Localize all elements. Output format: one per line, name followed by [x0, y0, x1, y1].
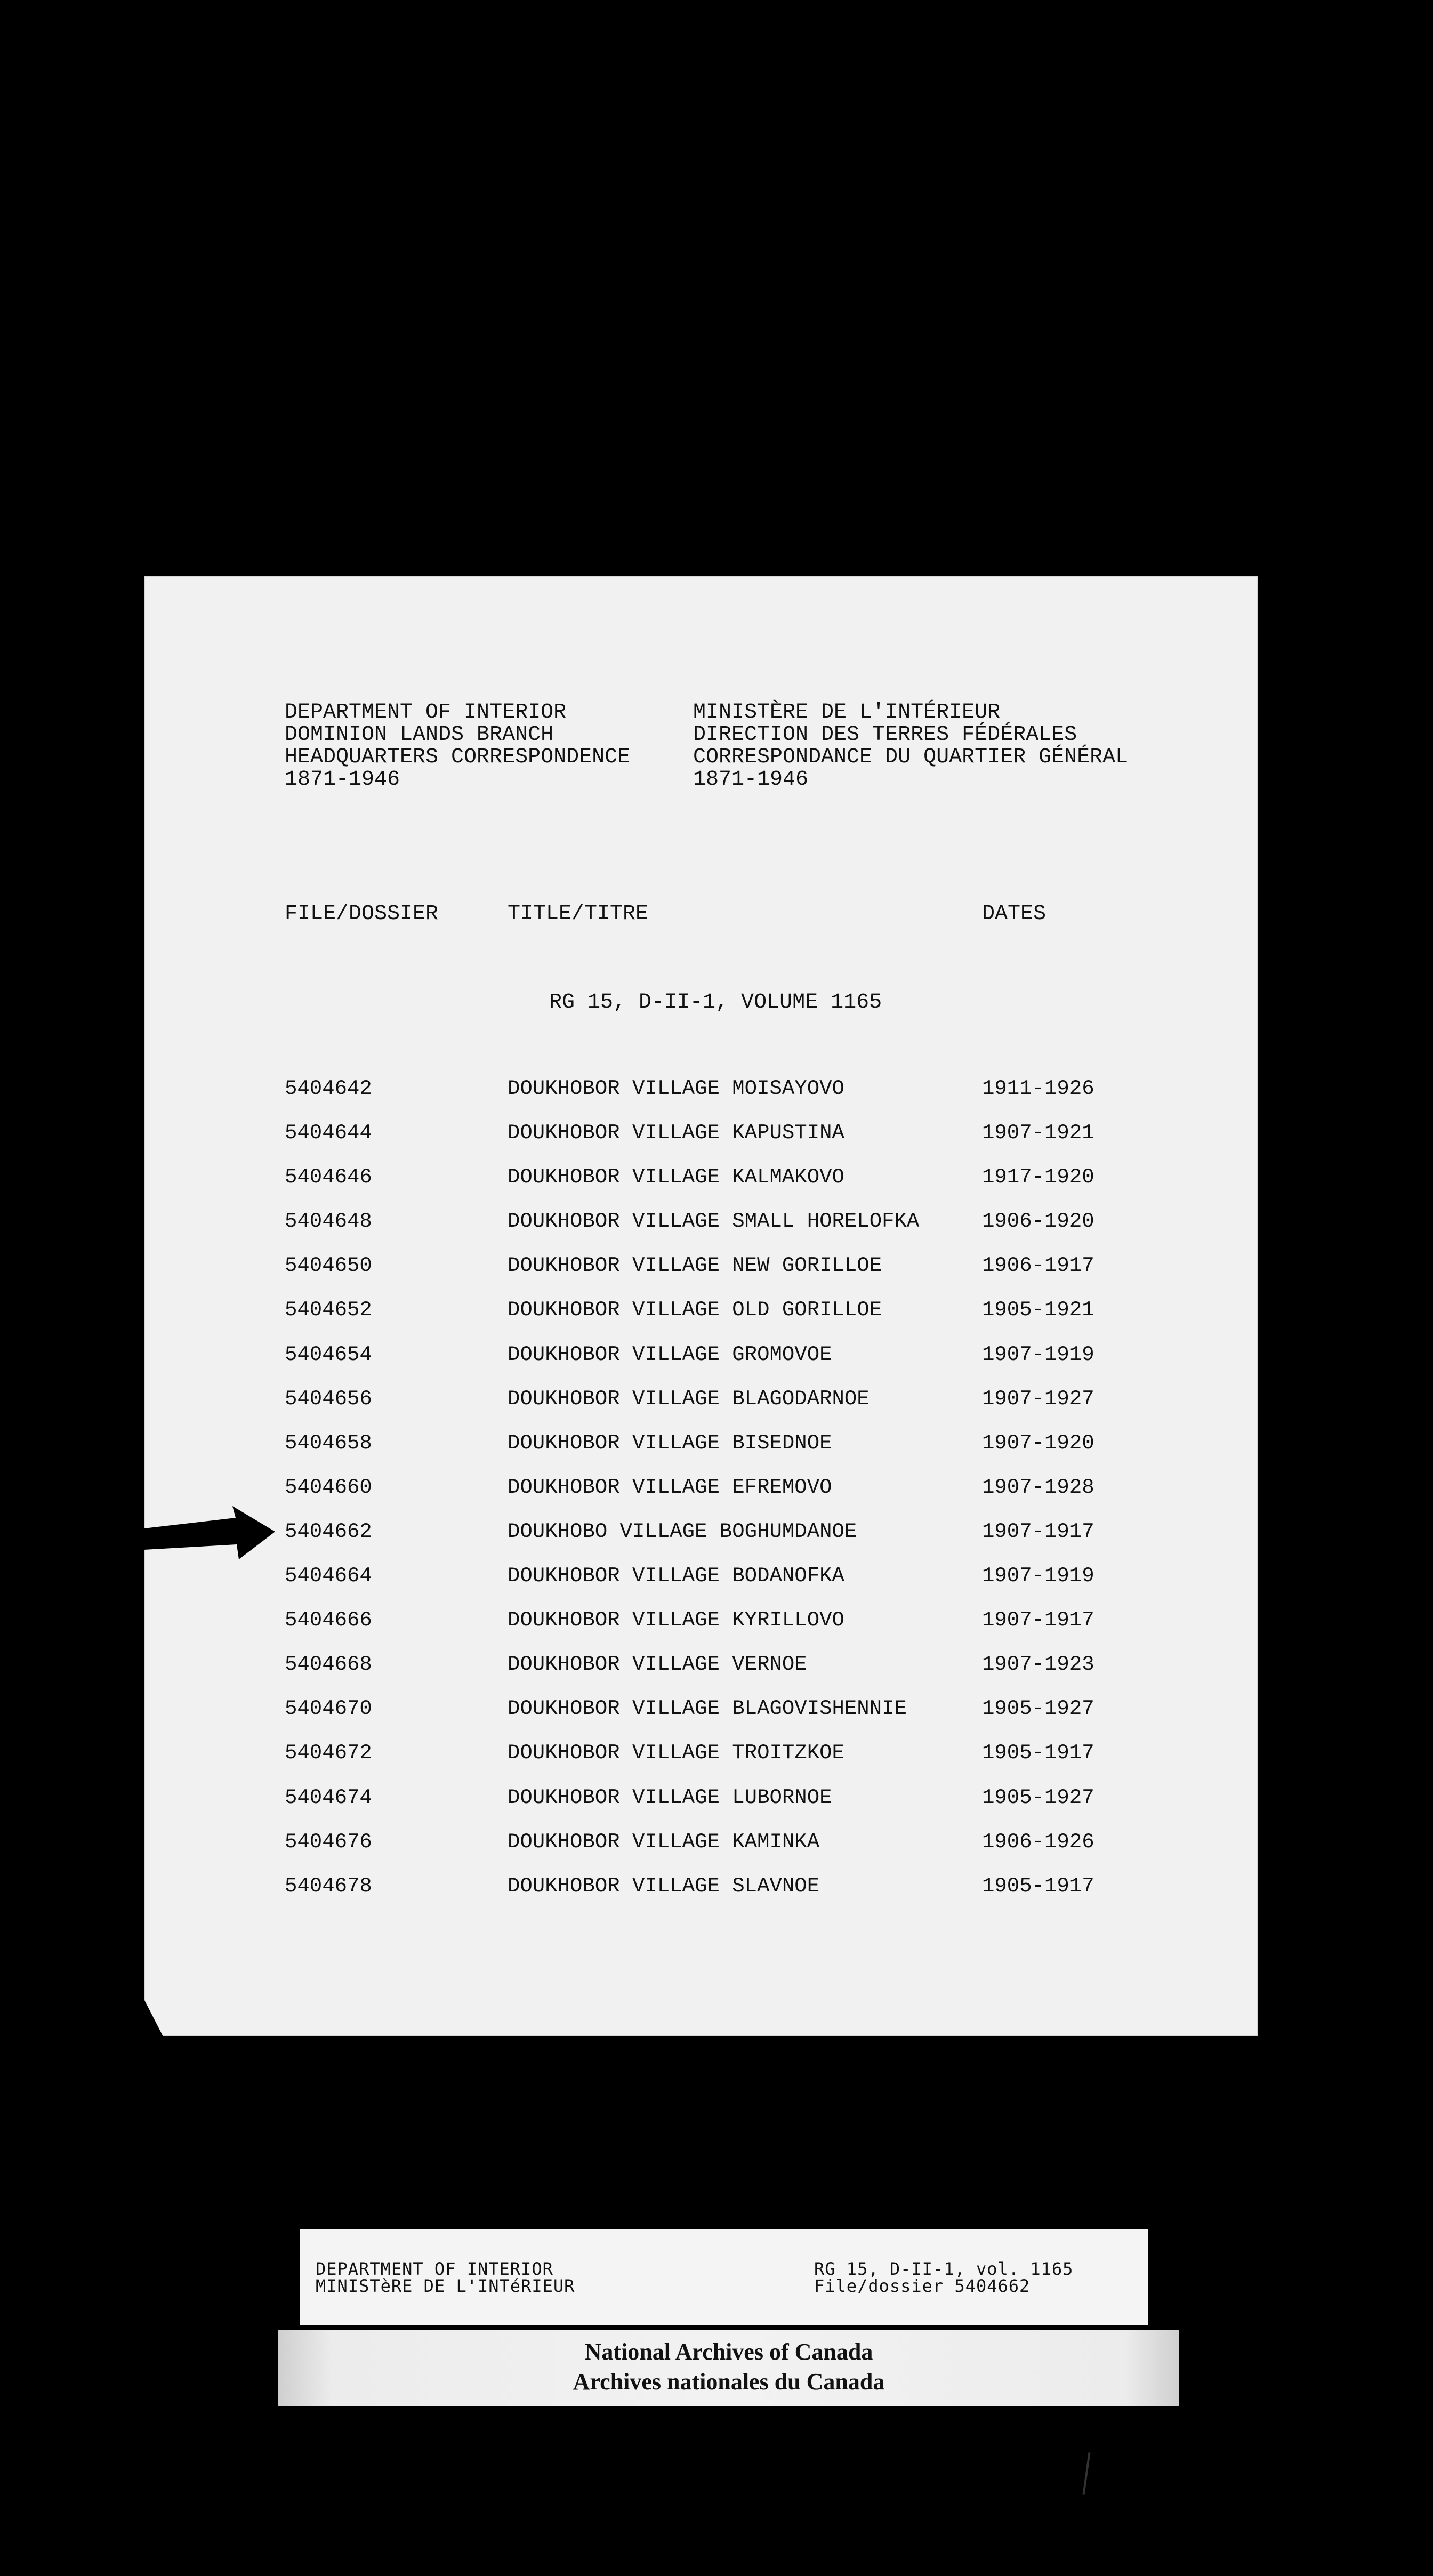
table-row [144, 1830, 1258, 1874]
file-number: 5404670 [285, 1697, 372, 1721]
microfilm-label [300, 2229, 1148, 2325]
file-dates: 1907-1917 [982, 1608, 1094, 1632]
file-title: DOUKHOBOR VILLAGE NEW GORILLOE [508, 1254, 882, 1278]
file-number: 5404648 [285, 1210, 372, 1234]
column-header-dates: DATES [982, 902, 1046, 926]
file-title: DOUKHOBOR VILLAGE TROITZKOE [508, 1741, 844, 1765]
archives-name-fr: Archives nationales du Canada [573, 2369, 885, 2395]
table-row [144, 1476, 1258, 1520]
table-row [144, 1520, 1258, 1564]
label-line: MINISTèRE DE L'INTéRIEUR [316, 2276, 575, 2296]
file-title: DOUKHOBOR VILLAGE SLAVNOE [508, 1874, 820, 1898]
file-title: DOUKHOBOR VILLAGE KYRILLOVO [508, 1608, 844, 1632]
file-dates: 1905-1921 [982, 1298, 1094, 1322]
file-number: 5404668 [285, 1653, 372, 1677]
file-dates: 1905-1917 [982, 1874, 1094, 1898]
label-line: DEPARTMENT OF INTERIOR [316, 2259, 553, 2279]
header-line: 1871-1946 [285, 768, 400, 792]
label-reference [814, 2260, 1073, 2295]
table-row [144, 1077, 1258, 1121]
file-number: 5404666 [285, 1608, 372, 1632]
table-row [144, 1165, 1258, 1210]
file-dates: 1906-1917 [982, 1254, 1094, 1278]
volume-line: RG 15, D-II-1, VOLUME 1165 [549, 991, 882, 1015]
column-header-title: TITLE/TITRE [508, 902, 649, 926]
file-dates: 1905-1927 [982, 1785, 1094, 1809]
file-title: DOUKHOBOR VILLAGE KALMAKOVO [508, 1165, 844, 1189]
archives-banner [278, 2330, 1179, 2406]
header-line: DEPARTMENT OF INTERIOR [285, 701, 567, 724]
file-number: 5404674 [285, 1785, 372, 1809]
file-number: 5404678 [285, 1874, 372, 1898]
table-row [144, 1210, 1258, 1254]
file-dates: 1907-1919 [982, 1564, 1094, 1588]
header-line: MINISTÈRE DE L'INTÉRIEUR [693, 701, 1001, 724]
header-line: DOMINION LANDS BRANCH [285, 723, 554, 747]
table-row [144, 1564, 1258, 1608]
file-title: DOUKHOBOR VILLAGE GROMOVOE [508, 1342, 832, 1366]
table-row [144, 1697, 1258, 1741]
header-french [693, 702, 1128, 791]
header-line: HEADQUARTERS CORRESPONDENCE [285, 745, 631, 769]
file-title: DOUKHOBOR VILLAGE KAPUSTINA [508, 1121, 844, 1145]
file-title: DOUKHOBOR VILLAGE LUBORNOE [508, 1785, 832, 1809]
file-number: 5404652 [285, 1298, 372, 1322]
table-row [144, 1786, 1258, 1830]
table-row [144, 1608, 1258, 1653]
label-line: File/dossier 5404662 [814, 2276, 1031, 2296]
film-scratch [1082, 2452, 1090, 2495]
table-row [144, 1298, 1258, 1342]
file-dates: 1907-1923 [982, 1653, 1094, 1677]
file-title: DOUKHOBOR VILLAGE OLD GORILLOE [508, 1298, 882, 1322]
file-dates: 1905-1917 [982, 1741, 1094, 1765]
file-dates: 1906-1926 [982, 1830, 1094, 1854]
file-title: DOUKHOBOR VILLAGE SMALL HORELOFKA [508, 1210, 920, 1234]
file-title: DOUKHOBOR VILLAGE BISEDNOE [508, 1431, 832, 1455]
file-title: DOUKHOBOR VILLAGE BLAGODARNOE [508, 1387, 870, 1411]
header-line: CORRESPONDANCE DU QUARTIER GÉNÉRAL [693, 745, 1129, 769]
document-page [144, 576, 1258, 2036]
file-dates: 1906-1920 [982, 1210, 1094, 1234]
table-row [144, 1431, 1258, 1476]
file-number: 5404656 [285, 1387, 372, 1411]
file-number: 5404662 [285, 1519, 372, 1543]
label-line: RG 15, D-II-1, vol. 1165 [814, 2259, 1074, 2279]
label-department [316, 2260, 575, 2295]
header-line: 1871-1946 [693, 768, 809, 792]
table-row [144, 1874, 1258, 1919]
file-dates: 1907-1927 [982, 1387, 1094, 1411]
file-number: 5404650 [285, 1254, 372, 1278]
file-number: 5404672 [285, 1741, 372, 1765]
file-title: DOUKHOBOR VILLAGE KAMINKA [508, 1830, 820, 1854]
table-row [144, 1387, 1258, 1431]
table-row [144, 1653, 1258, 1697]
file-title: DOUKHOBOR VILLAGE BLAGOVISHENNIE [508, 1697, 907, 1721]
file-dates: 1917-1920 [982, 1165, 1094, 1189]
table-row [144, 1741, 1258, 1785]
table-row [144, 1121, 1258, 1165]
file-dates: 1911-1926 [982, 1077, 1094, 1100]
file-dates: 1907-1920 [982, 1431, 1094, 1455]
file-dates: 1907-1928 [982, 1475, 1094, 1499]
file-number: 5404644 [285, 1121, 372, 1145]
file-number: 5404658 [285, 1431, 372, 1455]
table-row [144, 1254, 1258, 1298]
arrow-pointer-icon [144, 1506, 277, 1559]
file-dates: 1907-1917 [982, 1519, 1094, 1543]
file-number: 5404642 [285, 1077, 372, 1100]
file-dates: 1907-1921 [982, 1121, 1094, 1145]
file-title: DOUKHOBOR VILLAGE EFREMOVO [508, 1475, 832, 1499]
column-header-file: FILE/DOSSIER [285, 902, 439, 926]
header-english [285, 702, 630, 791]
file-title: DOUKHOBOR VILLAGE MOISAYOVO [508, 1077, 844, 1100]
archives-name-en: National Archives of Canada [584, 2339, 873, 2365]
file-title: DOUKHOBOR VILLAGE VERNOE [508, 1653, 807, 1677]
table-row [144, 1343, 1258, 1387]
file-dates: 1905-1927 [982, 1697, 1094, 1721]
file-number: 5404676 [285, 1830, 372, 1854]
file-number: 5404664 [285, 1564, 372, 1588]
file-number: 5404654 [285, 1342, 372, 1366]
header-line: DIRECTION DES TERRES FÉDÉRALES [693, 723, 1077, 747]
file-number: 5404660 [285, 1475, 372, 1499]
file-title: DOUKHOBOR VILLAGE BODANOFKA [508, 1564, 844, 1588]
file-number: 5404646 [285, 1165, 372, 1189]
file-title: DOUKHOBO VILLAGE BOGHUMDANOE [508, 1519, 857, 1543]
file-list [144, 1077, 1258, 1919]
file-dates: 1907-1919 [982, 1342, 1094, 1366]
